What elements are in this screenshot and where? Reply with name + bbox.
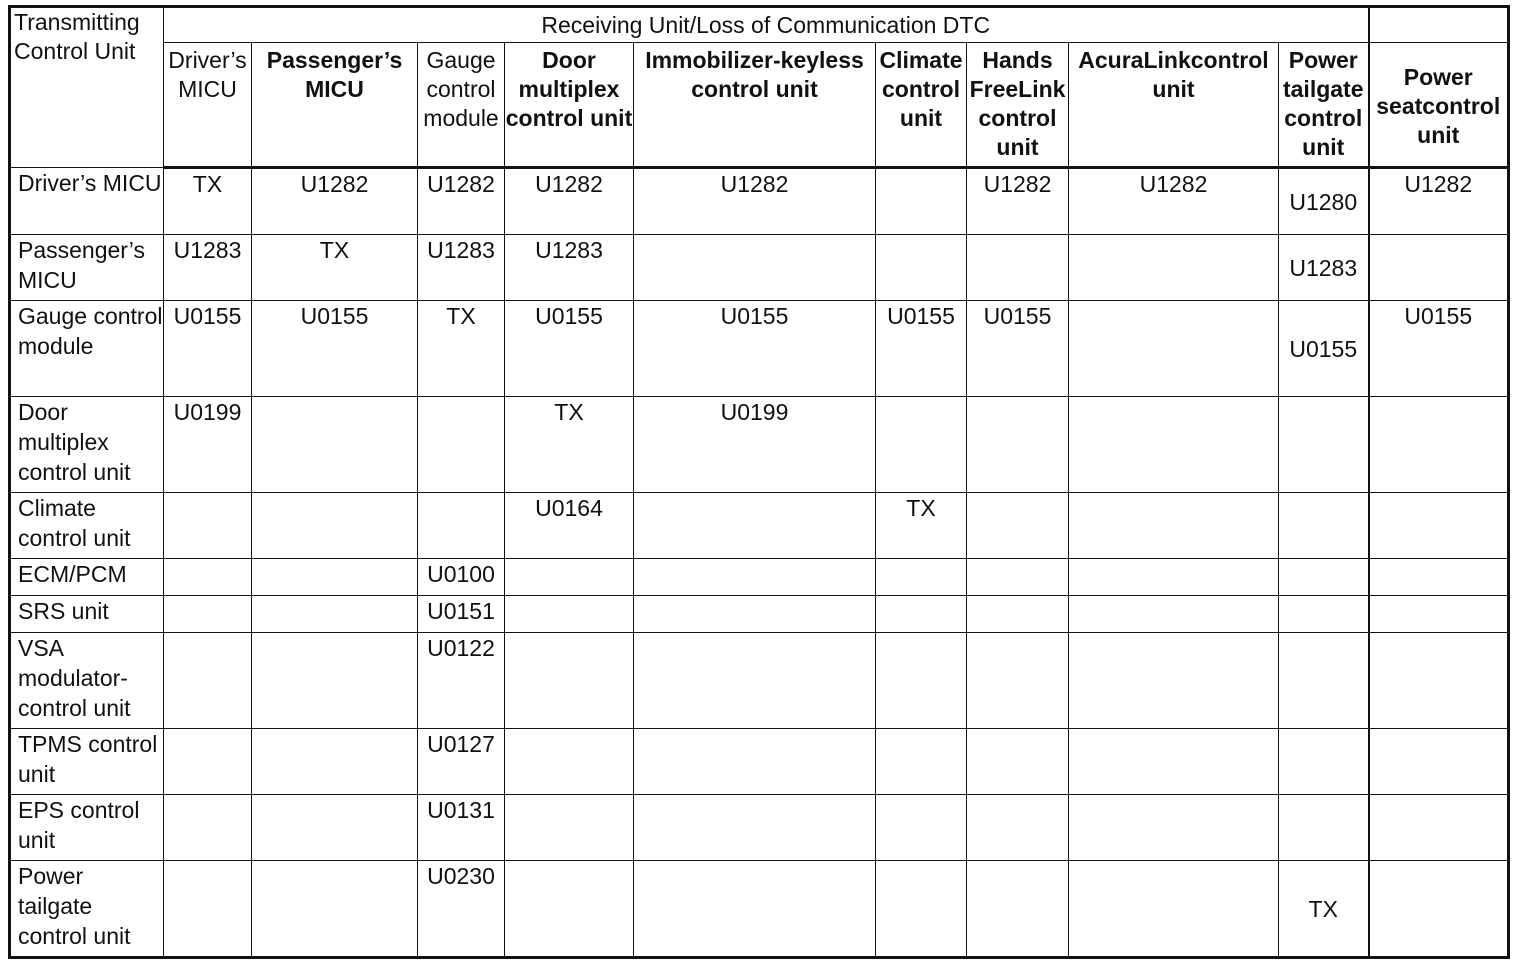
table-row bbox=[10, 559, 1509, 596]
dtc-cell: U1283 bbox=[418, 235, 505, 301]
dtc-cell: U0155 bbox=[967, 301, 1069, 397]
table-row bbox=[10, 729, 1509, 795]
dtc-cell bbox=[967, 235, 1069, 301]
dtc-cell bbox=[252, 795, 418, 861]
dtc-cell bbox=[1279, 596, 1369, 633]
dtc-cell: U1280 bbox=[1279, 168, 1369, 235]
dtc-cell: TX bbox=[505, 397, 634, 493]
dtc-table-body bbox=[10, 168, 1509, 958]
dtc-cell bbox=[164, 861, 252, 958]
dtc-cell: U0155 bbox=[634, 301, 876, 397]
dtc-cell: U0122 bbox=[418, 633, 505, 729]
dtc-cell bbox=[164, 795, 252, 861]
dtc-cell bbox=[1369, 559, 1509, 596]
dtc-cell: TX bbox=[418, 301, 505, 397]
table-row bbox=[10, 235, 1509, 301]
col-header-door-multiplex: Door multiplex control unit bbox=[505, 43, 634, 168]
row-header-transmitting-unit: VSA modulator-control unit bbox=[10, 633, 164, 729]
dtc-cell bbox=[1369, 493, 1509, 559]
dtc-cell bbox=[164, 729, 252, 795]
row-header-transmitting-unit: Climate control unit bbox=[10, 493, 164, 559]
dtc-cell: U0100 bbox=[418, 559, 505, 596]
table-row bbox=[10, 633, 1509, 729]
col-header-climate-control: Climate control unit bbox=[876, 43, 967, 168]
dtc-cell bbox=[252, 559, 418, 596]
dtc-cell: TX bbox=[252, 235, 418, 301]
table-row bbox=[10, 168, 1509, 235]
dtc-cell: U0155 bbox=[252, 301, 418, 397]
dtc-cell: U0155 bbox=[505, 301, 634, 397]
dtc-cell bbox=[634, 633, 876, 729]
dtc-cell: U0155 bbox=[876, 301, 967, 397]
dtc-cell bbox=[1369, 729, 1509, 795]
dtc-cell: U0155 bbox=[1279, 301, 1369, 397]
dtc-cell bbox=[634, 493, 876, 559]
dtc-cell bbox=[1069, 861, 1279, 958]
dtc-cell bbox=[505, 795, 634, 861]
col-header-hands-freelink: Hands FreeLink control unit bbox=[967, 43, 1069, 168]
dtc-cell bbox=[164, 596, 252, 633]
col-header-passengers-micu: Passenger’s MICU bbox=[252, 43, 418, 168]
dtc-cell bbox=[1069, 559, 1279, 596]
dtc-cell bbox=[252, 596, 418, 633]
table-row bbox=[10, 596, 1509, 633]
dtc-cell bbox=[967, 795, 1069, 861]
dtc-cell bbox=[1069, 397, 1279, 493]
dtc-cell: U1282 bbox=[252, 168, 418, 235]
dtc-cell: U0155 bbox=[1369, 301, 1509, 397]
dtc-cell bbox=[252, 493, 418, 559]
dtc-cell bbox=[634, 235, 876, 301]
col-header-power-tailgate: Power tailgate control unit bbox=[1279, 43, 1369, 168]
dtc-cell bbox=[876, 861, 967, 958]
row-header-transmitting-unit: Driver’s MICU bbox=[10, 168, 164, 235]
table-row bbox=[10, 397, 1509, 493]
dtc-cell bbox=[1069, 596, 1279, 633]
row-header-transmitting-unit: TPMS control unit bbox=[10, 729, 164, 795]
table-row bbox=[10, 795, 1509, 861]
dtc-cell bbox=[1279, 493, 1369, 559]
dtc-cell bbox=[967, 861, 1069, 958]
dtc-cell bbox=[1069, 795, 1279, 861]
dtc-cell bbox=[967, 596, 1069, 633]
dtc-cell bbox=[1069, 729, 1279, 795]
dtc-cell bbox=[418, 493, 505, 559]
dtc-cell bbox=[634, 559, 876, 596]
dtc-cell bbox=[1369, 861, 1509, 958]
dtc-cell: TX bbox=[1279, 861, 1369, 958]
dtc-cell bbox=[252, 397, 418, 493]
dtc-cell bbox=[164, 493, 252, 559]
dtc-cell: U0155 bbox=[164, 301, 252, 397]
row-header-transmitting-unit: ECM/PCM bbox=[10, 559, 164, 596]
dtc-cell: U1282 bbox=[418, 168, 505, 235]
row-header-transmitting-unit: Gauge control module bbox=[10, 301, 164, 397]
col-header-power-seat: Power seatcontrol unit bbox=[1369, 43, 1509, 168]
dtc-cell: U0151 bbox=[418, 596, 505, 633]
dtc-cell: U0131 bbox=[418, 795, 505, 861]
dtc-cell bbox=[634, 795, 876, 861]
row-header-transmitting-unit: EPS control unit bbox=[10, 795, 164, 861]
dtc-cell bbox=[967, 493, 1069, 559]
dtc-cell bbox=[876, 795, 967, 861]
dtc-cell bbox=[505, 729, 634, 795]
dtc-cell: U0230 bbox=[418, 861, 505, 958]
dtc-cell bbox=[1279, 397, 1369, 493]
row-header-transmitting-unit: SRS unit bbox=[10, 596, 164, 633]
dtc-matrix-table bbox=[8, 5, 1510, 959]
dtc-cell bbox=[876, 168, 967, 235]
dtc-cell bbox=[1069, 633, 1279, 729]
dtc-cell: U1282 bbox=[505, 168, 634, 235]
dtc-cell bbox=[1369, 633, 1509, 729]
dtc-cell bbox=[1069, 301, 1279, 397]
row-header-transmitting-unit: Door multiplex control unit bbox=[10, 397, 164, 493]
dtc-cell bbox=[418, 397, 505, 493]
dtc-cell bbox=[1369, 795, 1509, 861]
dtc-cell bbox=[505, 596, 634, 633]
dtc-cell bbox=[634, 729, 876, 795]
dtc-cell bbox=[505, 633, 634, 729]
dtc-cell bbox=[876, 596, 967, 633]
dtc-cell bbox=[967, 559, 1069, 596]
dtc-cell: U1282 bbox=[1369, 168, 1509, 235]
dtc-cell bbox=[164, 559, 252, 596]
header-blank-cell bbox=[1369, 7, 1509, 43]
dtc-cell: U1283 bbox=[1279, 235, 1369, 301]
dtc-cell: U1283 bbox=[164, 235, 252, 301]
receiving-unit-title: Receiving Unit/Loss of Communication DTC bbox=[164, 7, 1369, 43]
dtc-cell: U0199 bbox=[634, 397, 876, 493]
col-header-acuralink: AcuraLinkcontrol unit bbox=[1069, 43, 1279, 168]
col-header-drivers-micu: Driver’s MICU bbox=[164, 43, 252, 168]
dtc-cell bbox=[1369, 397, 1509, 493]
dtc-cell bbox=[634, 861, 876, 958]
table-row bbox=[10, 493, 1509, 559]
dtc-cell bbox=[1279, 559, 1369, 596]
dtc-cell: U0127 bbox=[418, 729, 505, 795]
dtc-cell bbox=[876, 729, 967, 795]
dtc-cell: U1282 bbox=[634, 168, 876, 235]
table-row bbox=[10, 301, 1509, 397]
dtc-cell bbox=[252, 861, 418, 958]
dtc-cell bbox=[967, 633, 1069, 729]
dtc-cell: U1282 bbox=[1069, 168, 1279, 235]
dtc-cell bbox=[1069, 235, 1279, 301]
dtc-cell bbox=[1279, 795, 1369, 861]
dtc-cell bbox=[1069, 493, 1279, 559]
dtc-cell bbox=[252, 729, 418, 795]
dtc-cell: U0199 bbox=[164, 397, 252, 493]
table-row bbox=[10, 861, 1509, 958]
dtc-cell bbox=[876, 235, 967, 301]
dtc-cell: U1282 bbox=[967, 168, 1069, 235]
dtc-cell: U1283 bbox=[505, 235, 634, 301]
col-header-immobilizer-keyless: Immobilizer-keyless control unit bbox=[634, 43, 876, 168]
dtc-cell bbox=[1279, 633, 1369, 729]
dtc-cell bbox=[505, 559, 634, 596]
dtc-cell bbox=[634, 596, 876, 633]
dtc-cell bbox=[876, 397, 967, 493]
row-header-transmitting-unit: Power tailgate control unit bbox=[10, 861, 164, 958]
dtc-cell bbox=[1369, 235, 1509, 301]
row-header-transmitting-unit: Passenger’s MICU bbox=[10, 235, 164, 301]
dtc-cell: U0164 bbox=[505, 493, 634, 559]
dtc-cell bbox=[1279, 729, 1369, 795]
dtc-cell bbox=[876, 633, 967, 729]
col-header-gauge-control-module: Gauge control module bbox=[418, 43, 505, 168]
dtc-cell bbox=[967, 397, 1069, 493]
transmitting-unit-header: Transmitting Control Unit bbox=[10, 7, 164, 168]
dtc-cell bbox=[1369, 596, 1509, 633]
dtc-cell bbox=[164, 633, 252, 729]
dtc-cell: TX bbox=[876, 493, 967, 559]
dtc-cell bbox=[505, 861, 634, 958]
dtc-cell bbox=[967, 729, 1069, 795]
dtc-cell: TX bbox=[164, 168, 252, 235]
dtc-cell bbox=[252, 633, 418, 729]
dtc-cell bbox=[876, 559, 967, 596]
